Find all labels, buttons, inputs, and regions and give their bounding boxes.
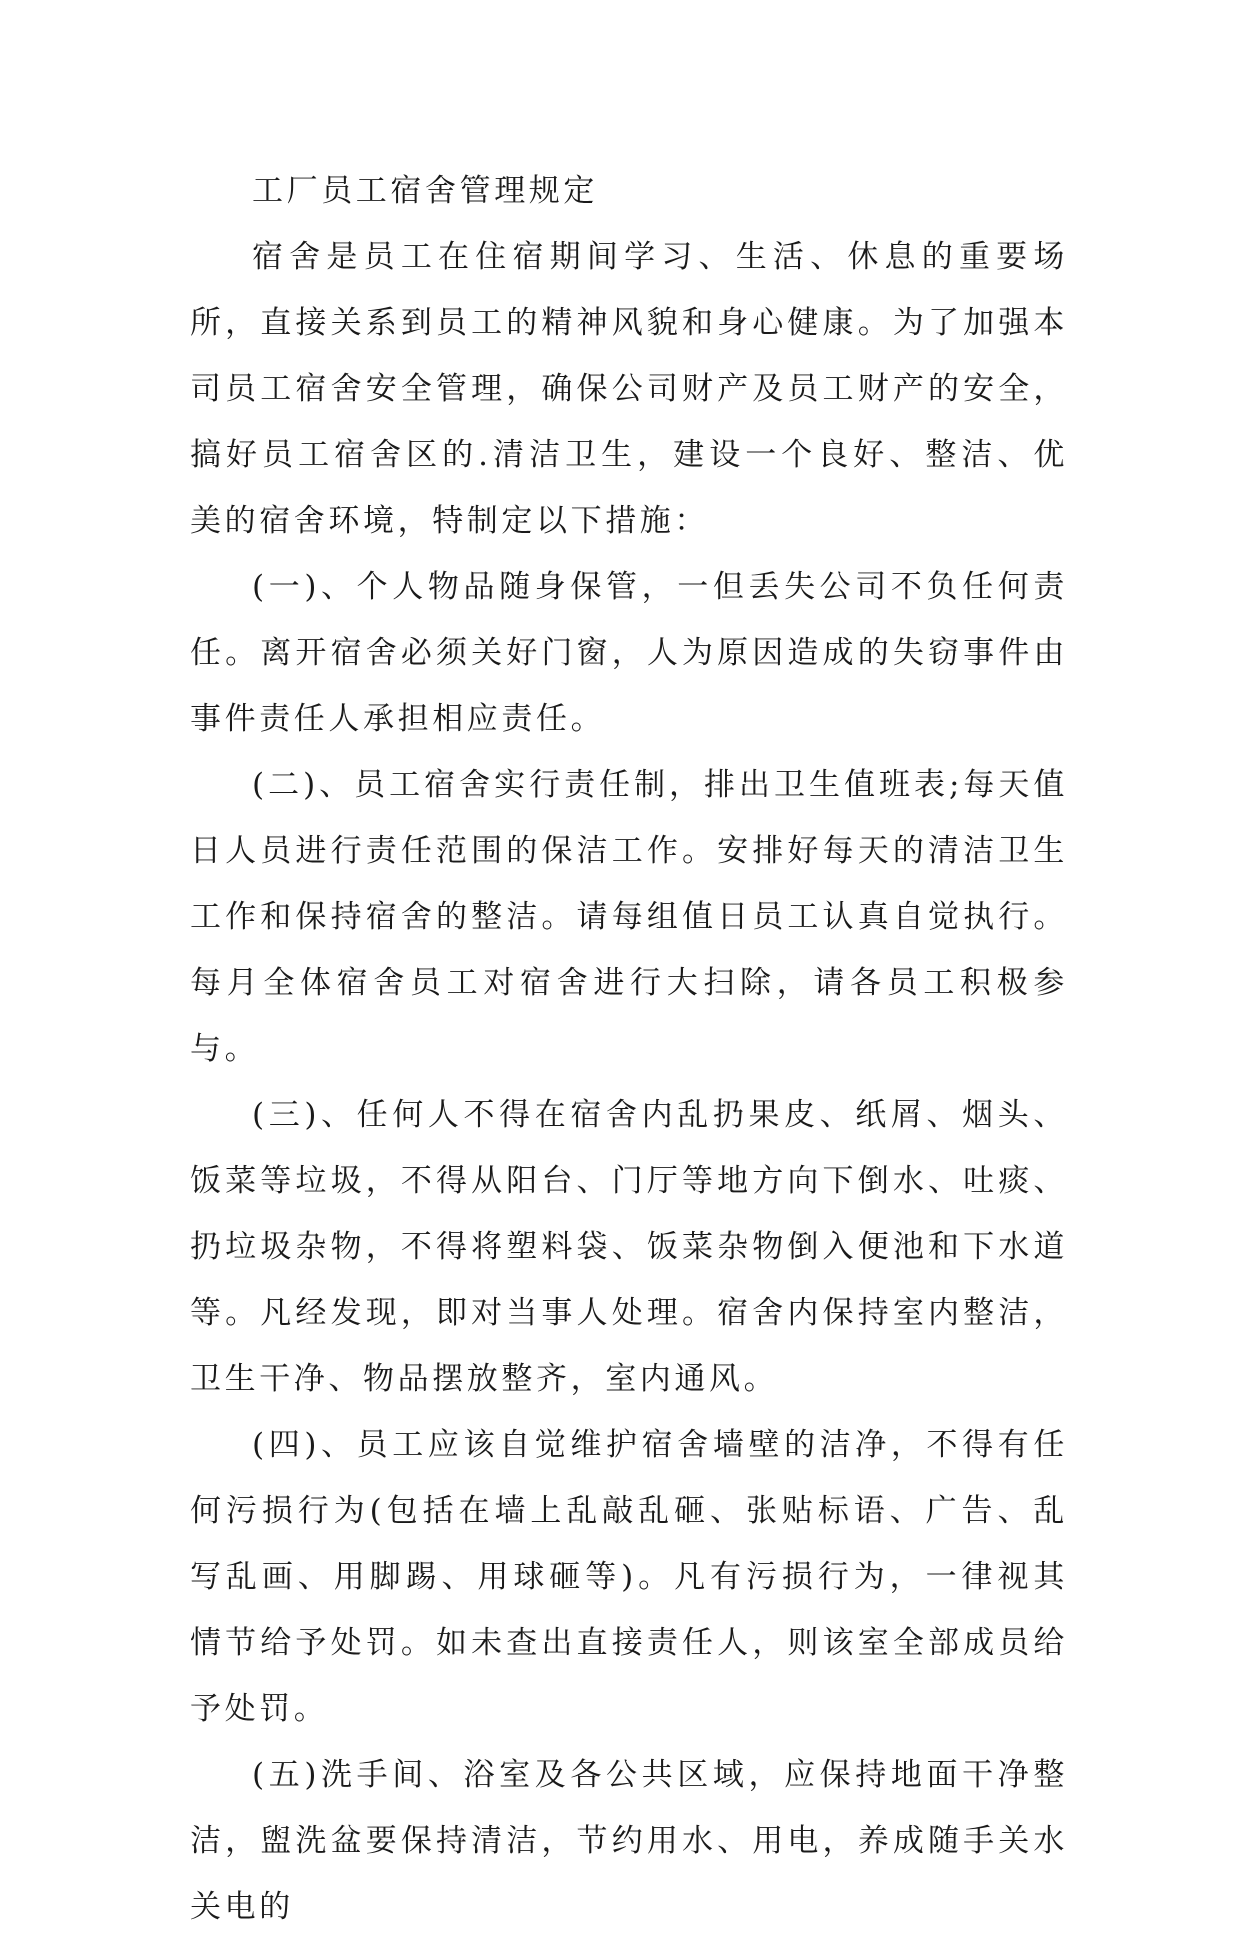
- paragraph-item-5: (五)洗手间、浴室及各公共区域，应保持地面干净整洁，盥洗盆要保持清洁，节约用水、用电，养成随手关水关电的: [190, 1757, 1068, 1925]
- document-body: [190, 158, 1068, 1940]
- paragraph-item-2: (二)、员工宿舍实行责任制，排出卫生值班表;每天值日人员进行责任范围的保洁工作。安排好每天的清洁卫生工作和保持宿舍的整洁。请每组值日员工认真自觉执行。每月全体宿舍员工对宿舍进行大扫除，请各员工积极参与。: [190, 767, 1068, 1067]
- paragraph-item-3: (三)、任何人不得在宿舍内乱扔果皮、纸屑、烟头、饭菜等垃圾，不得从阳台、门厅等地方向下倒水、吐痰、扔垃圾杂物，不得将塑料袋、饭菜杂物倒入便池和下水道等。凡经发现，即对当事人处理。宿舍内保持室内整洁，卫生干净、物品摆放整齐，室内通风。: [190, 1097, 1068, 1397]
- paragraph-item-1: (一)、个人物品随身保管，一但丢失公司不负任何责任。离开宿舍必须关好门窗，人为原因造成的失窃事件由事件责任人承担相应责任。: [190, 569, 1068, 737]
- paragraph-item-4: (四)、员工应该自觉维护宿舍墙壁的洁净，不得有任何污损行为(包括在墙上乱敲乱砸、张贴标语、广告、乱写乱画、用脚踢、用球砸等)。凡有污损行为，一律视其情节给予处罚。如未查出直接责任人，则该室全部成员给予处罚。: [190, 1427, 1068, 1727]
- paragraph-intro: 宿舍是员工在住宿期间学习、生活、休息的重要场所，直接关系到员工的精神风貌和身心健康。为了加强本司员工宿舍安全管理，确保公司财产及员工财产的安全，搞好员工宿舍区的.清洁卫生，建设一个良好、整洁、优美的宿舍环境，特制定以下措施：: [190, 239, 1068, 539]
- document-title: 工厂员工宿舍管理规定: [252, 173, 598, 209]
